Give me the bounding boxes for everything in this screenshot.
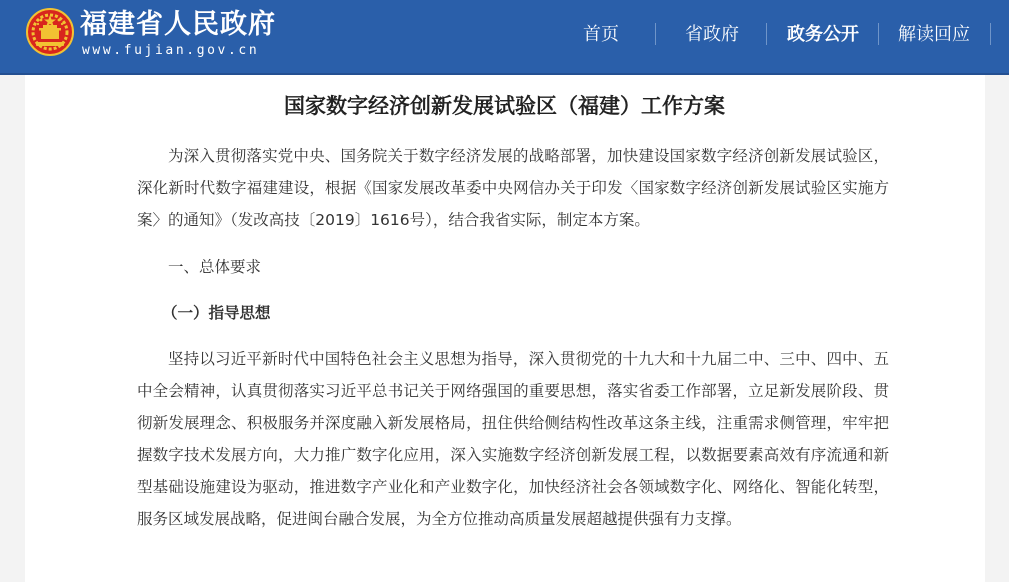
nav-divider <box>878 23 879 45</box>
nav-divider <box>766 23 767 45</box>
nav-divider <box>990 23 991 45</box>
main-nav <box>0 0 1009 73</box>
site-url[interactable]: www.fujian.gov.cn <box>82 43 260 58</box>
site-header <box>0 0 1009 75</box>
nav-divider <box>655 23 656 45</box>
body-paragraph: 坚持以习近平新时代中国特色社会主义思想为指导，深入贯彻党的十九大和十九届二中、三中、四中、五中全会精神，认真贯彻落实习近平总书记关于网络强国的重要思想，落实省委工作部署，立足新发展阶段、贯彻新发展理念、积极服务并深度融入新发展格局，扭住供给侧结构性改革这条主线，注重需求侧管理，牢牢把握数字技术发展方向，大力推广数字化应用，深入实施数字经济创新发展工程，以数据要素高效有序流通和新型基础设施建设为驱动，推进数字产业化和产业数字化，加快经济社会各领域数字化、网络化、智能化转型，服务区域发展战略，促进闽台融合发展，为全方位推动高质量发展超越提供强有力支撑。 <box>137 350 889 528</box>
article-title: 国家数字经济创新发展试验区（福建）工作方案 <box>284 94 725 118</box>
intro-paragraph: 为深入贯彻落实党中央、国务院关于数字经济发展的战略部署，加快建设国家数字经济创新发展试验区，深化新时代数字福建建设，根据《国家发展改革委中央网信办关于印发〈国家数字经济创新发展试验区实施方案〉的通知》（发改高技〔2019〕1616号），结合我省实际，制定本方案。 <box>137 147 889 229</box>
nav-government-affairs[interactable]: 政务公开 <box>787 24 859 45</box>
section-heading: 一、总体要求 <box>168 258 262 276</box>
nav-home[interactable]: 首页 <box>583 24 619 45</box>
subsection-heading: （一）指导思想 <box>162 304 271 322</box>
site-title[interactable]: 福建省人民政府 <box>80 9 276 40</box>
nav-provincial-government[interactable]: 省政府 <box>685 24 739 45</box>
nav-interpretation[interactable]: 解读回应 <box>898 24 970 45</box>
